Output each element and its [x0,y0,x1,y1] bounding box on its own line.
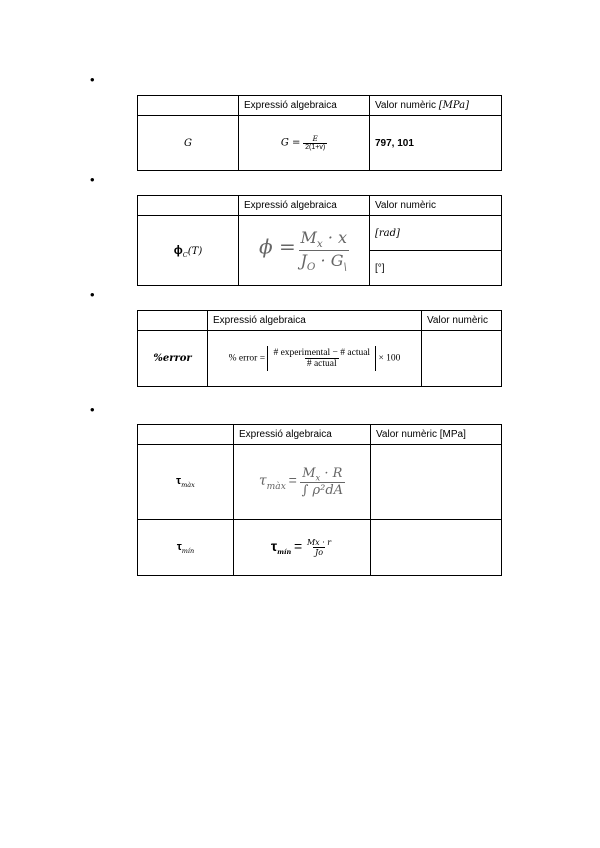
twist-angle-table [137,195,502,286]
shear-stress-table [137,424,502,576]
bullet-4: • [90,402,95,417]
table1-header-value: Valor numèric [MPa] [370,96,502,116]
table4-value-min [371,520,502,576]
table4-formula-max: $\tau_{màx}$ = $\frac{M_x \cdot R}{\text{∫ ρ²dA}}$ [234,445,371,520]
shear-modulus-table [137,95,502,171]
table3-header-expression: Expressió algebraica [208,311,422,331]
table1-formula: G = $\frac{E}{2(1+v)}$ [239,116,370,171]
bullet-2: • [90,172,95,187]
table2-variable: $\phi_C(T)$ [138,216,239,286]
table4-variable-max: $\tau_{màx}$ [138,445,234,520]
table4-value-max [371,445,502,520]
table2-header-expression: Expressió algebraica [239,196,370,216]
table3-formula: % error = $\frac{\text{\# experimental − \# actual}}{\text{\# actual}}$ × 100 [208,331,422,387]
table2-unit-deg: [°] [370,251,502,286]
table2-unit-rad: [rad] [370,216,502,251]
percent-error-table [137,310,502,387]
table1-variable: G [138,116,239,171]
table4-empty-header [138,425,234,445]
table2-header-value: Valor numèric [370,196,502,216]
table1-empty-header [138,96,239,116]
table3-value [422,331,502,387]
table3-empty-header [138,311,208,331]
table1-header-expression: Expressió algebraica [239,96,370,116]
table4-formula-min: $\tau_{mín}$ = $\frac{Mx \cdot r}{Jo}$ [234,520,371,576]
bullet-3: • [90,287,95,302]
table2-formula: ϕ = $\frac{M_x \cdot x}{J_O \cdot G_\backslash}$ [239,216,370,286]
bullet-1: • [90,72,95,87]
table4-header-value: Valor numèric [MPa] [371,425,502,445]
table1-value: 797, 101 [370,116,502,171]
table4-header-expression: Expressió algebraica [234,425,371,445]
table3-variable: %error [138,331,208,387]
table3-header-value: Valor numèric [422,311,502,331]
table2-empty-header [138,196,239,216]
table4-variable-min: $\tau_{mín}$ [138,520,234,576]
